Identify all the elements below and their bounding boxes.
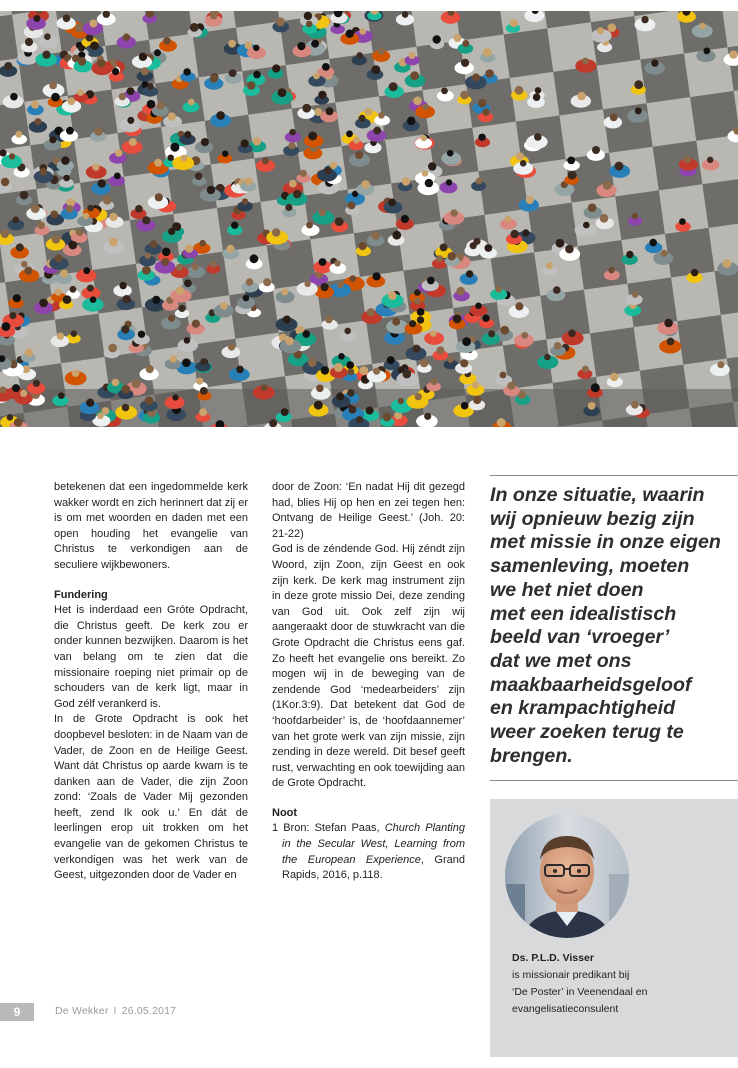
article-column-2 xyxy=(272,480,465,884)
pull-quote xyxy=(490,484,736,768)
footnote-title: Church Planting in the Secular West, Learning from the European Experience xyxy=(282,822,465,866)
page-number: 9 xyxy=(0,1003,34,1021)
paragraph: betekenen dat een ingedommelde kerk wakker wordt en zich herinnert dat zij er is om met woorden en daden met een open houding het evangelie van Christus te verkondigen aan de seculiere wijkbewoners. xyxy=(54,481,248,571)
author-line: evangelisatieconsulent xyxy=(512,1003,619,1015)
crowd-photo-image xyxy=(0,11,738,427)
section-heading: Fundering xyxy=(54,588,108,601)
quote-rule-top xyxy=(490,475,738,476)
hero-photo xyxy=(0,11,738,427)
publication-name: De Wekker xyxy=(55,1005,109,1017)
footer-publication xyxy=(55,1005,176,1017)
quote-line: met een idealistisch xyxy=(490,602,677,625)
notes-heading: Noot xyxy=(272,806,298,819)
author-line: ‘De Poster’ in Veenendaal en xyxy=(512,986,648,998)
author-info xyxy=(512,950,732,1018)
quote-line: maakbaarheidsgeloof xyxy=(490,673,692,696)
author-name: Ds. P.L.D. Visser xyxy=(512,952,594,964)
paragraph: Het is inderdaad een Gróte Opdracht, die Christus geeft. De kerk zou er onder kunnen bezwijken. Daarom is het van belang om te zien dat die missionaire roeping niet primair op de schouders van de kerk ligt, maar in God zélf verankerd is. xyxy=(54,604,248,710)
quote-line: dat we met ons xyxy=(490,649,632,672)
paragraph: door de Zoon: ‘En nadat Hij dit gezegd had, blies Hij op hen en zei tegen hen: Ontvang de Heilige Geest.’ (Joh. 20: 21-22) xyxy=(272,481,465,540)
quote-line: met missie in onze eigen xyxy=(490,531,721,554)
author-box xyxy=(490,799,738,1057)
article-column-1 xyxy=(54,480,248,884)
footer-separator: I xyxy=(113,1005,117,1017)
quote-line: wij opnieuw bezig zijn xyxy=(490,507,695,530)
footnote-suffix: , Grand Rapids, 2016, p.118. xyxy=(282,853,465,882)
paragraph: In de Grote Opdracht is ook het doopbevel besloten: in de Naam van de Vader, de Zoon en de Heilige Geest. Want dát Christus op aarde kwam is te danken aan de Vader, die zijn Zoon zond: ‘Zoals de Vader Mij gezonden heeft, zend Ik ook u.’ En dát de leerlingen erop uit trokken om het evangelie van de gekomen Christus te verkondigen was het werk van de Geest, uitgezonden door de Vader en xyxy=(54,713,248,882)
quote-line: brengen. xyxy=(490,744,573,767)
portrait-image xyxy=(505,814,629,938)
quote-rule-bottom xyxy=(490,780,738,781)
author-portrait xyxy=(505,814,629,938)
publication-date: 26.05.2017 xyxy=(121,1005,177,1017)
quote-line: samenleving, moeten xyxy=(490,555,690,578)
footnote xyxy=(272,821,465,883)
footnote-prefix: 1 Bron: Stefan Paas, xyxy=(272,822,385,835)
quote-line: we het niet doen xyxy=(490,578,644,601)
quote-line: weer zoeken terug te xyxy=(490,721,684,744)
quote-line: en krampachtigheid xyxy=(490,697,676,720)
paragraph: God is de zéndende God. Hij zéndt zijn Woord, zijn Zoon, zijn Geest en ook zijn kerk. De kerk mag instrument zijn in deze grote missio Dei, deze zending van God uit. Ook zelf zijn wij aangeraakt door de stuwkracht van die Grote Opdracht die Christus eens gaf. Zo heeft het evangelie ons bereikt. Zo mogen wij in de beweging van de zendende God ‘medearbeiders’ zijn (1Kor.3:9). Dat betekent dat God de ‘hoofdarbeider’ is, de ‘hoofdaannemer’ van het grote werk van zijn missie, zijn zending in deze wereld. Dit besef geeft rust, verwachting en ook toewijding aan de Grote Opdracht. xyxy=(272,543,465,790)
quote-line: In onze situatie, waarin xyxy=(490,484,705,506)
quote-line: beeld van ‘vroeger’ xyxy=(490,626,670,649)
author-line: is missionair predikant bij xyxy=(512,969,630,981)
